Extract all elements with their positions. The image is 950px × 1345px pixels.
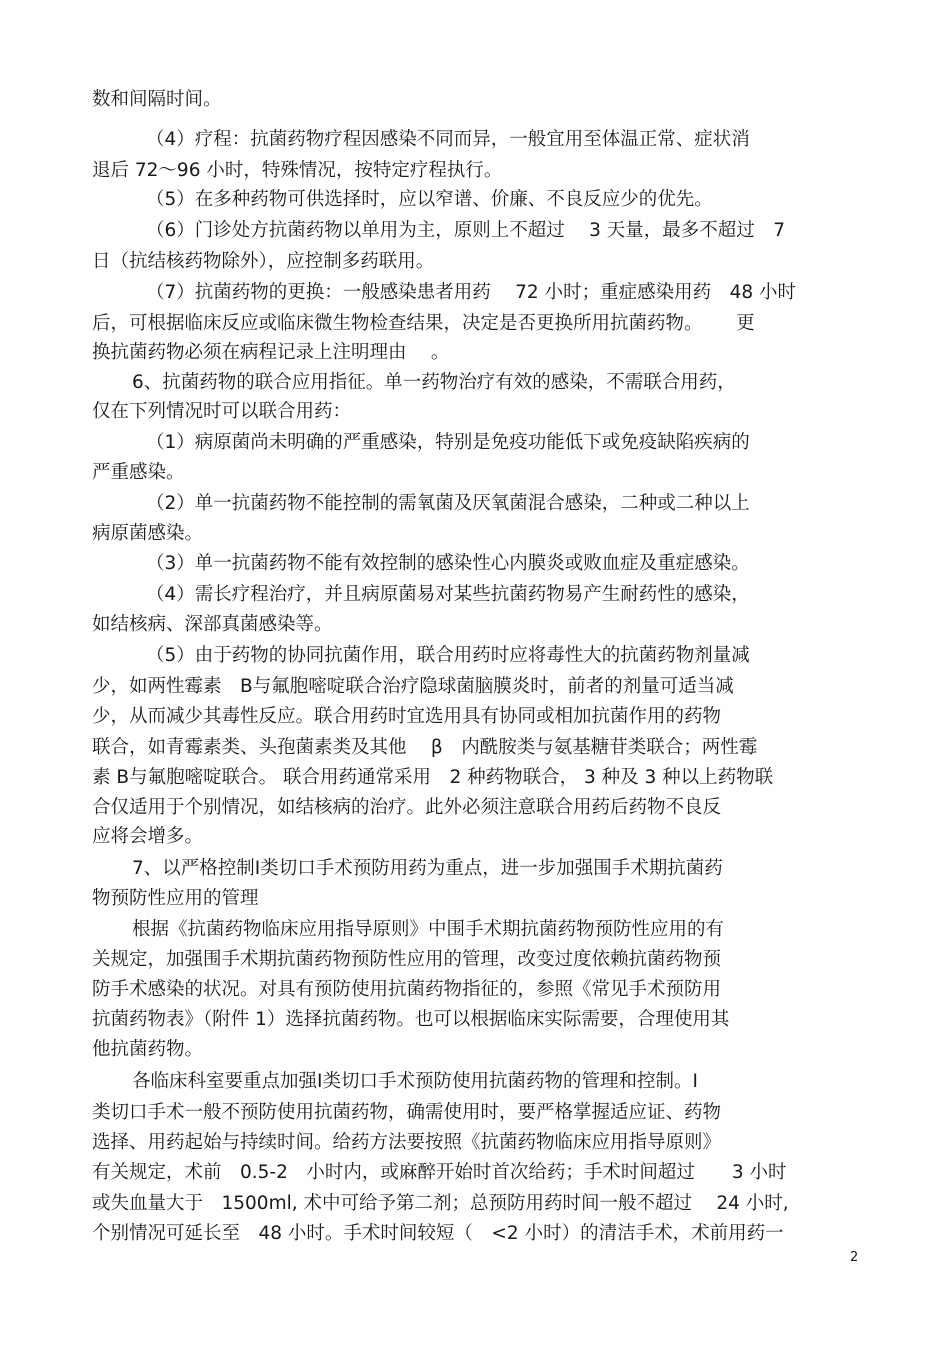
text-line: 根据《抗菌药物临床应用指导原则》中围手术期抗菌药物预防性应用的有 (132, 919, 725, 940)
text-line: 关规定，加强围手术期抗菌药物预防性应用的管理，改变过度依赖抗菌药物预 (92, 949, 722, 970)
text-line: 换抗菌药物必须在病程记录上注明理由 。 (92, 342, 450, 363)
text-line: （2）单一抗菌药物不能控制的需氧菌及厌氧菌混合感染，二种或二种以上 (146, 493, 750, 514)
text-line: 少，从而减少其毒性反应。联合用药时宜选用具有协同或相加抗菌作用的药物 (92, 706, 722, 727)
text-line: 个别情况可延长至 48 小时。手术时间较短（ <2 小时）的清洁手术，术前用药一 (92, 1223, 784, 1244)
text-line: （4）疗程：抗菌药物疗程因感染不同而异，一般宜用至体温正常、症状消 (146, 129, 750, 150)
text-line: 6、抗菌药物的联合应用指征。单一药物治疗有效的感染，不需联合用药， (132, 372, 736, 393)
text-line: 他抗菌药物。 (92, 1039, 204, 1060)
text-line: 类切口手术一般不预防使用抗菌药物，确需使用时，要严格掌握适应证、药物 (92, 1102, 722, 1123)
text-line: 抗菌药物表》（附件 1）选择抗菌药物。也可以根据临床实际需要，合理使用其 (92, 1009, 730, 1030)
text-line: 联合，如青霉素类、头孢菌素类及其他 β 内酰胺类与氨基糖苷类联合；两性霉 (92, 737, 758, 758)
text-line: （7）抗菌药物的更换：一般感染患者用药 72 小时；重症感染用药 48 小时 (146, 282, 796, 303)
text-line: 合仅适用于个别情况，如结核病的治疗。此外必须注意联合用药后药物不良反 (92, 797, 722, 818)
text-line: 防手术感染的状况。对具有预防使用抗菌药物指征的，参照《常见手术预防用 (92, 979, 722, 1000)
text-line: （6）门诊处方抗菌药物以单用为主，原则上不超过 3 天量，最多不超过 7 (146, 220, 786, 241)
text-line: 有关规定，术前 0.5-2 小时内，或麻醉开始时首次给药；手术时间超过 3 小时 (92, 1162, 787, 1183)
text-line: （3）单一抗菌药物不能有效控制的感染性心内膜炎或败血症及重症感染。 (146, 553, 750, 574)
text-line: 各临床科室要重点加强Ⅰ类切口手术预防使用抗菌药物的管理和控制。Ⅰ (132, 1071, 698, 1092)
text-line: 应将会增多。 (92, 826, 204, 847)
text-line: 选择、用药起始与持续时间。给药方法要按照《抗菌药物临床应用指导原则》 (92, 1132, 722, 1153)
text-line: （4）需长疗程治疗，并且病原菌易对某些抗菌药物易产生耐药性的感染， (146, 584, 750, 605)
text-line: 严重感染。 (92, 462, 185, 483)
text-line: 数和间隔时间。 (92, 89, 222, 110)
text-line: 退后 72～96 小时，特殊情况，按特定疗程执行。 (92, 160, 503, 181)
text-line: 或失血量大于 1500ml, 术中可给予第二剂；总预防用药时间一般不超过 24 小时, (92, 1193, 789, 1214)
text-line: 病原菌感染。 (92, 523, 204, 544)
text-line: 仅在下列情况时可以联合用药： (92, 401, 352, 422)
page-number: 2 (850, 1250, 859, 1265)
text-line: 如结核病、深部真菌感染等。 (92, 614, 333, 635)
text-line: （5）由于药物的协同抗菌作用，联合用药时应将毒性大的抗菌药物剂量减 (146, 645, 750, 666)
text-line: 少，如两性霉素 B与氟胞嘧啶联合治疗隐球菌脑膜炎时，前者的剂量可适当减 (92, 676, 734, 697)
text-line: 素 B与氟胞嘧啶联合。 联合用药通常采用 2 种药物联合， 3 种及 3 种以上药物联 (92, 767, 774, 788)
text-line: 日（抗结核药物除外），应控制多药联用。 (92, 251, 435, 272)
text-line: 后，可根据临床反应或临床微生物检查结果，决定是否更换所用抗菌药物。 更 (92, 313, 755, 334)
text-line: （5）在多种药物可供选择时，应以窄谱、价廉、不良反应少的优先。 (146, 189, 713, 210)
text-line: 物预防性应用的管理 (92, 888, 259, 909)
text-line: （1）病原菌尚未明确的严重感染，特别是免疫功能低下或免疫缺陷疾病的 (146, 432, 750, 453)
text-line: 7、以严格控制Ⅰ类切口手术预防用药为重点，进一步加强围手术期抗菌药 (132, 858, 723, 879)
